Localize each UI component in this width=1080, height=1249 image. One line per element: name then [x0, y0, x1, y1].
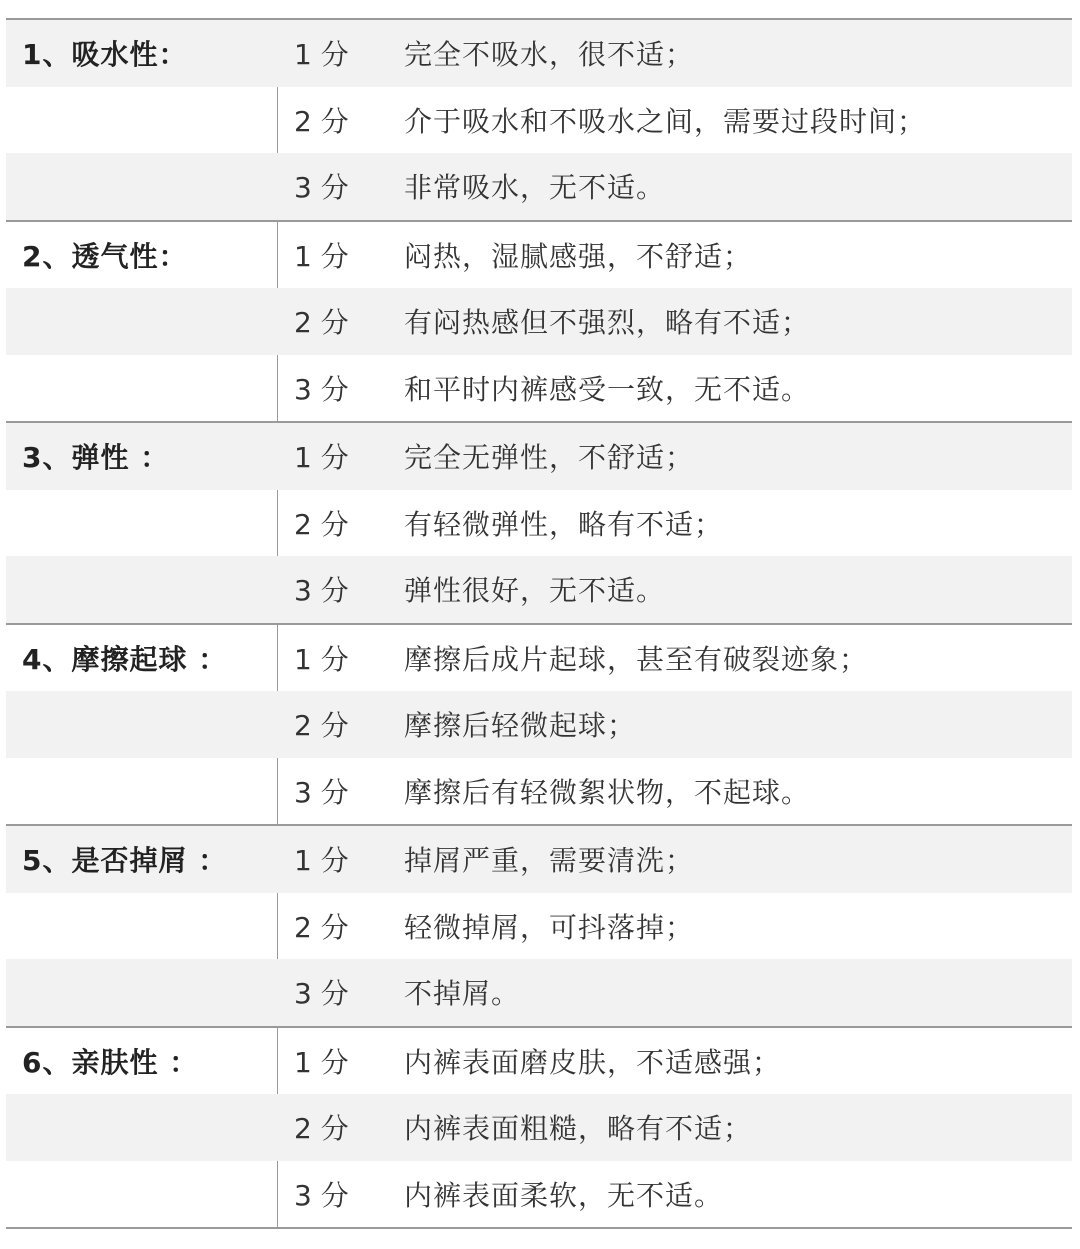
score-label: 3 分: [294, 775, 349, 809]
table-row: [6, 1094, 1072, 1161]
table-row: [6, 691, 1072, 758]
score-description: 摩擦后成片起球，甚至有破裂迹象；: [404, 642, 869, 676]
table-row: [6, 758, 1072, 825]
table-row: [6, 556, 1072, 623]
score-description: 内裤表面磨皮肤，不适感强；: [404, 1045, 782, 1079]
table-row: [6, 1161, 1072, 1228]
score-label: 2 分: [294, 306, 349, 340]
score-description: 内裤表面柔软，无不适。: [404, 1178, 724, 1212]
score-label: 3 分: [294, 171, 349, 205]
score-description: 摩擦后轻微起球；: [404, 709, 637, 743]
criterion-title: 6、亲肤性 ：: [22, 1045, 199, 1079]
score-label: 1 分: [294, 844, 349, 878]
score-description: 掉屑严重，需要清洗；: [404, 844, 695, 878]
score-label: 2 分: [294, 507, 349, 541]
criterion-breathability: [6, 220, 1072, 422]
table-row: [6, 490, 1072, 557]
score-label: 1 分: [294, 642, 349, 676]
criterion-absorbency: [6, 18, 1072, 220]
score-description: 完全无弹性，不舒适；: [404, 441, 695, 475]
scoring-table: [6, 18, 1072, 1229]
score-description: 弹性很好，无不适。: [404, 574, 666, 608]
score-description: 和平时内裤感受一致，无不适。: [404, 372, 811, 406]
score-description: 内裤表面粗糙，略有不适；: [404, 1112, 753, 1146]
score-label: 1 分: [294, 38, 349, 72]
score-label: 1 分: [294, 239, 349, 273]
score-label: 3 分: [294, 574, 349, 608]
score-description: 非常吸水，无不适。: [404, 171, 666, 205]
criterion-title: 1、吸水性：: [22, 38, 188, 72]
table-row: [6, 625, 1072, 692]
score-description: 闷热，湿腻感强，不舒适；: [404, 239, 753, 273]
table-row: [6, 87, 1072, 154]
criterion-shedding: [6, 824, 1072, 1026]
criterion-skin-friendliness: [6, 1026, 1072, 1230]
score-label: 2 分: [294, 910, 349, 944]
table-row: [6, 423, 1072, 490]
score-label: 2 分: [294, 709, 349, 743]
criterion-elasticity: [6, 421, 1072, 623]
score-description: 完全不吸水，很不适；: [404, 38, 695, 72]
score-description: 有轻微弹性，略有不适；: [404, 507, 724, 541]
criterion-pilling: [6, 623, 1072, 825]
criterion-title: 3、弹性 ：: [22, 441, 170, 475]
score-label: 3 分: [294, 977, 349, 1011]
table-row: [6, 893, 1072, 960]
table-row: [6, 959, 1072, 1026]
table-row: [6, 288, 1072, 355]
criterion-title: 5、是否掉屑 ：: [22, 844, 228, 878]
table-row: [6, 826, 1072, 893]
score-label: 1 分: [294, 1045, 349, 1079]
criterion-title: 4、摩擦起球 ：: [22, 642, 228, 676]
table-row: [6, 153, 1072, 220]
score-label: 2 分: [294, 1112, 349, 1146]
score-description: 摩擦后有轻微絮状物，不起球。: [404, 775, 811, 809]
score-description: 轻微掉屑，可抖落掉；: [404, 910, 695, 944]
score-description: 不掉屑。: [404, 977, 521, 1011]
score-label: 3 分: [294, 1178, 349, 1212]
table-row: [6, 355, 1072, 422]
table-row: [6, 1028, 1072, 1095]
score-description: 有闷热感但不强烈，略有不适；: [404, 306, 811, 340]
score-label: 2 分: [294, 104, 349, 138]
table-row: [6, 222, 1072, 289]
score-label: 3 分: [294, 372, 349, 406]
score-description: 介于吸水和不吸水之间，需要过段时间；: [404, 104, 927, 138]
score-label: 1 分: [294, 441, 349, 475]
table-row: [6, 20, 1072, 87]
criterion-title: 2、透气性：: [22, 239, 188, 273]
